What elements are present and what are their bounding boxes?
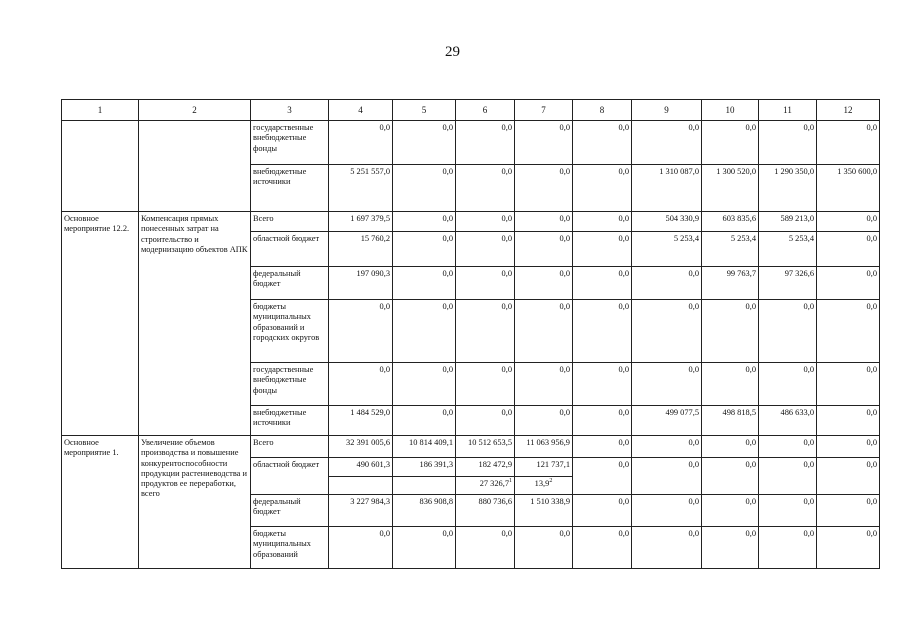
value-cell: 0,0 <box>632 363 702 406</box>
value-cell: 0,0 <box>817 121 880 165</box>
value-cell: 0,0 <box>817 495 880 527</box>
value-cell: 0,0 <box>632 436 702 458</box>
value-cell: 0,0 <box>515 527 573 569</box>
value-cell: 0,0 <box>329 527 393 569</box>
column-header: 4 <box>329 100 393 121</box>
value-cell: 0,0 <box>759 300 817 363</box>
measure-cell: Основное мероприятие 1. <box>62 436 139 569</box>
source-cell: внебюджетные источники <box>251 406 329 436</box>
value-cell: 0,0 <box>573 232 632 267</box>
column-header: 2 <box>139 100 251 121</box>
value-cell: 0,0 <box>817 406 880 436</box>
value-cell: 0,0 <box>515 406 573 436</box>
value-cell: 0,0 <box>817 527 880 569</box>
value-cell: 0,0 <box>393 267 456 300</box>
value-cell: 3 227 984,3 <box>329 495 393 527</box>
value-cell: 0,0 <box>817 212 880 232</box>
table-row <box>62 436 880 458</box>
value-cell: 5 253,4 <box>702 232 759 267</box>
value-cell: 1 350 600,0 <box>817 165 880 212</box>
value-cell: 0,0 <box>817 232 880 267</box>
source-cell: областной бюджет <box>251 458 329 495</box>
value-cell: 0,0 <box>456 232 515 267</box>
source-cell: государственные внебюджетные фонды <box>251 363 329 406</box>
value-cell: 0,0 <box>573 165 632 212</box>
value-cell: 0,0 <box>702 495 759 527</box>
value-cell: 0,0 <box>393 165 456 212</box>
value-text: 13,9 <box>534 479 550 488</box>
value-cell: 1 484 529,0 <box>329 406 393 436</box>
value-cell: 0,0 <box>759 363 817 406</box>
value-cell: 0,0 <box>573 458 632 495</box>
source-cell: государственные внебюджетные фонды <box>251 121 329 165</box>
value-cell: 0,0 <box>393 232 456 267</box>
column-header: 6 <box>456 100 515 121</box>
value-cell: 0,0 <box>515 212 573 232</box>
value-cell: 0,0 <box>817 300 880 363</box>
source-cell: Всего <box>251 436 329 458</box>
source-cell: внебюджетные источники <box>251 165 329 212</box>
column-header: 12 <box>817 100 880 121</box>
value-cell: 1 510 338,9 <box>515 495 573 527</box>
value-cell: 0,0 <box>702 363 759 406</box>
value-cell: 5 253,4 <box>759 232 817 267</box>
value-cell: 32 391 005,6 <box>329 436 393 458</box>
value-cell: 0,0 <box>573 495 632 527</box>
value-text: 27 326,7 <box>479 479 509 488</box>
budget-table <box>61 99 880 569</box>
value-cell: 0,0 <box>515 267 573 300</box>
value-cell-footnoted <box>456 477 515 495</box>
measure-cell <box>62 121 139 212</box>
value-cell: 0,0 <box>393 212 456 232</box>
value-cell: 97 326,6 <box>759 267 817 300</box>
column-header: 5 <box>393 100 456 121</box>
value-cell: 836 908,8 <box>393 495 456 527</box>
value-cell: 0,0 <box>759 436 817 458</box>
table-row <box>62 121 880 165</box>
value-cell: 0,0 <box>515 121 573 165</box>
value-cell: 490 601,3 <box>329 458 393 477</box>
value-cell: 0,0 <box>329 300 393 363</box>
value-cell: 0,0 <box>573 212 632 232</box>
value-cell <box>393 477 456 495</box>
source-cell: бюджеты муниципальных образований <box>251 527 329 569</box>
value-cell: 0,0 <box>702 458 759 495</box>
value-cell: 0,0 <box>456 165 515 212</box>
value-cell: 0,0 <box>632 121 702 165</box>
value-cell: 0,0 <box>515 363 573 406</box>
value-cell: 0,0 <box>329 121 393 165</box>
value-cell: 197 090,3 <box>329 267 393 300</box>
value-cell: 498 818,5 <box>702 406 759 436</box>
source-cell: федеральный бюджет <box>251 267 329 300</box>
value-cell: 0,0 <box>573 363 632 406</box>
value-cell: 0,0 <box>632 527 702 569</box>
value-cell: 10 512 653,5 <box>456 436 515 458</box>
name-cell: Компенсация прямых понесенных затрат на строительство и модернизацию объектов АПК <box>139 212 251 436</box>
value-cell: 0,0 <box>456 406 515 436</box>
column-header: 3 <box>251 100 329 121</box>
value-cell: 486 633,0 <box>759 406 817 436</box>
column-header: 7 <box>515 100 573 121</box>
name-cell: Увеличение объемов производства и повышение конкурентоспособности продукции растениеводства и продуктов ее переработки, всего <box>139 436 251 569</box>
value-cell: 15 760,2 <box>329 232 393 267</box>
name-cell <box>139 121 251 212</box>
source-cell: областной бюджет <box>251 232 329 267</box>
value-cell: 0,0 <box>329 363 393 406</box>
value-cell: 0,0 <box>456 527 515 569</box>
value-cell: 0,0 <box>573 121 632 165</box>
value-cell: 0,0 <box>515 165 573 212</box>
value-cell: 0,0 <box>393 527 456 569</box>
value-cell: 99 763,7 <box>702 267 759 300</box>
column-header: 11 <box>759 100 817 121</box>
value-cell: 0,0 <box>573 527 632 569</box>
value-cell-footnoted <box>515 477 573 495</box>
value-cell: 1 697 379,5 <box>329 212 393 232</box>
value-cell: 121 737,1 <box>515 458 573 477</box>
value-cell: 0,0 <box>632 267 702 300</box>
value-cell: 11 063 956,9 <box>515 436 573 458</box>
value-cell: 0,0 <box>456 267 515 300</box>
value-cell: 0,0 <box>573 436 632 458</box>
source-cell: Всего <box>251 212 329 232</box>
value-cell: 0,0 <box>702 527 759 569</box>
measure-cell: Основное мероприятие 12.2. <box>62 212 139 436</box>
value-cell: 186 391,3 <box>393 458 456 477</box>
value-cell: 499 077,5 <box>632 406 702 436</box>
value-cell: 0,0 <box>817 363 880 406</box>
value-cell: 0,0 <box>456 300 515 363</box>
value-cell: 0,0 <box>573 406 632 436</box>
page-number: 29 <box>445 44 460 60</box>
value-cell: 0,0 <box>759 495 817 527</box>
value-cell: 0,0 <box>632 458 702 495</box>
footnote-mark: 1 <box>509 478 512 485</box>
value-cell: 0,0 <box>456 121 515 165</box>
value-cell: 1 290 350,0 <box>759 165 817 212</box>
value-cell: 5 251 557,0 <box>329 165 393 212</box>
value-cell: 0,0 <box>702 436 759 458</box>
column-header: 9 <box>632 100 702 121</box>
value-cell: 182 472,9 <box>456 458 515 477</box>
footnote-mark: 2 <box>549 478 553 485</box>
value-cell: 589 213,0 <box>759 212 817 232</box>
value-cell <box>329 477 393 495</box>
value-cell: 0,0 <box>573 300 632 363</box>
value-cell: 504 330,9 <box>632 212 702 232</box>
column-header: 8 <box>573 100 632 121</box>
value-cell: 0,0 <box>632 300 702 363</box>
value-cell: 0,0 <box>759 121 817 165</box>
value-cell: 0,0 <box>817 436 880 458</box>
value-cell: 0,0 <box>632 495 702 527</box>
value-cell: 880 736,6 <box>456 495 515 527</box>
value-cell: 0,0 <box>456 212 515 232</box>
value-cell: 0,0 <box>456 363 515 406</box>
value-cell: 0,0 <box>759 527 817 569</box>
value-cell: 0,0 <box>515 300 573 363</box>
header-row <box>62 100 880 121</box>
value-cell: 10 814 409,1 <box>393 436 456 458</box>
value-cell: 0,0 <box>393 121 456 165</box>
value-cell: 0,0 <box>573 267 632 300</box>
value-cell: 0,0 <box>515 232 573 267</box>
value-cell: 0,0 <box>393 300 456 363</box>
source-cell: бюджеты муниципальных образований и городских округов <box>251 300 329 363</box>
value-cell: 0,0 <box>759 458 817 495</box>
value-cell: 1 300 520,0 <box>702 165 759 212</box>
value-cell: 5 253,4 <box>632 232 702 267</box>
value-cell: 0,0 <box>393 406 456 436</box>
value-cell: 0,0 <box>817 458 880 495</box>
value-cell: 603 835,6 <box>702 212 759 232</box>
column-header: 1 <box>62 100 139 121</box>
table-row <box>62 212 880 232</box>
value-cell: 0,0 <box>817 267 880 300</box>
column-header: 10 <box>702 100 759 121</box>
value-cell: 0,0 <box>393 363 456 406</box>
source-cell: федеральный бюджет <box>251 495 329 527</box>
value-cell: 0,0 <box>702 121 759 165</box>
value-cell: 1 310 087,0 <box>632 165 702 212</box>
value-cell: 0,0 <box>702 300 759 363</box>
